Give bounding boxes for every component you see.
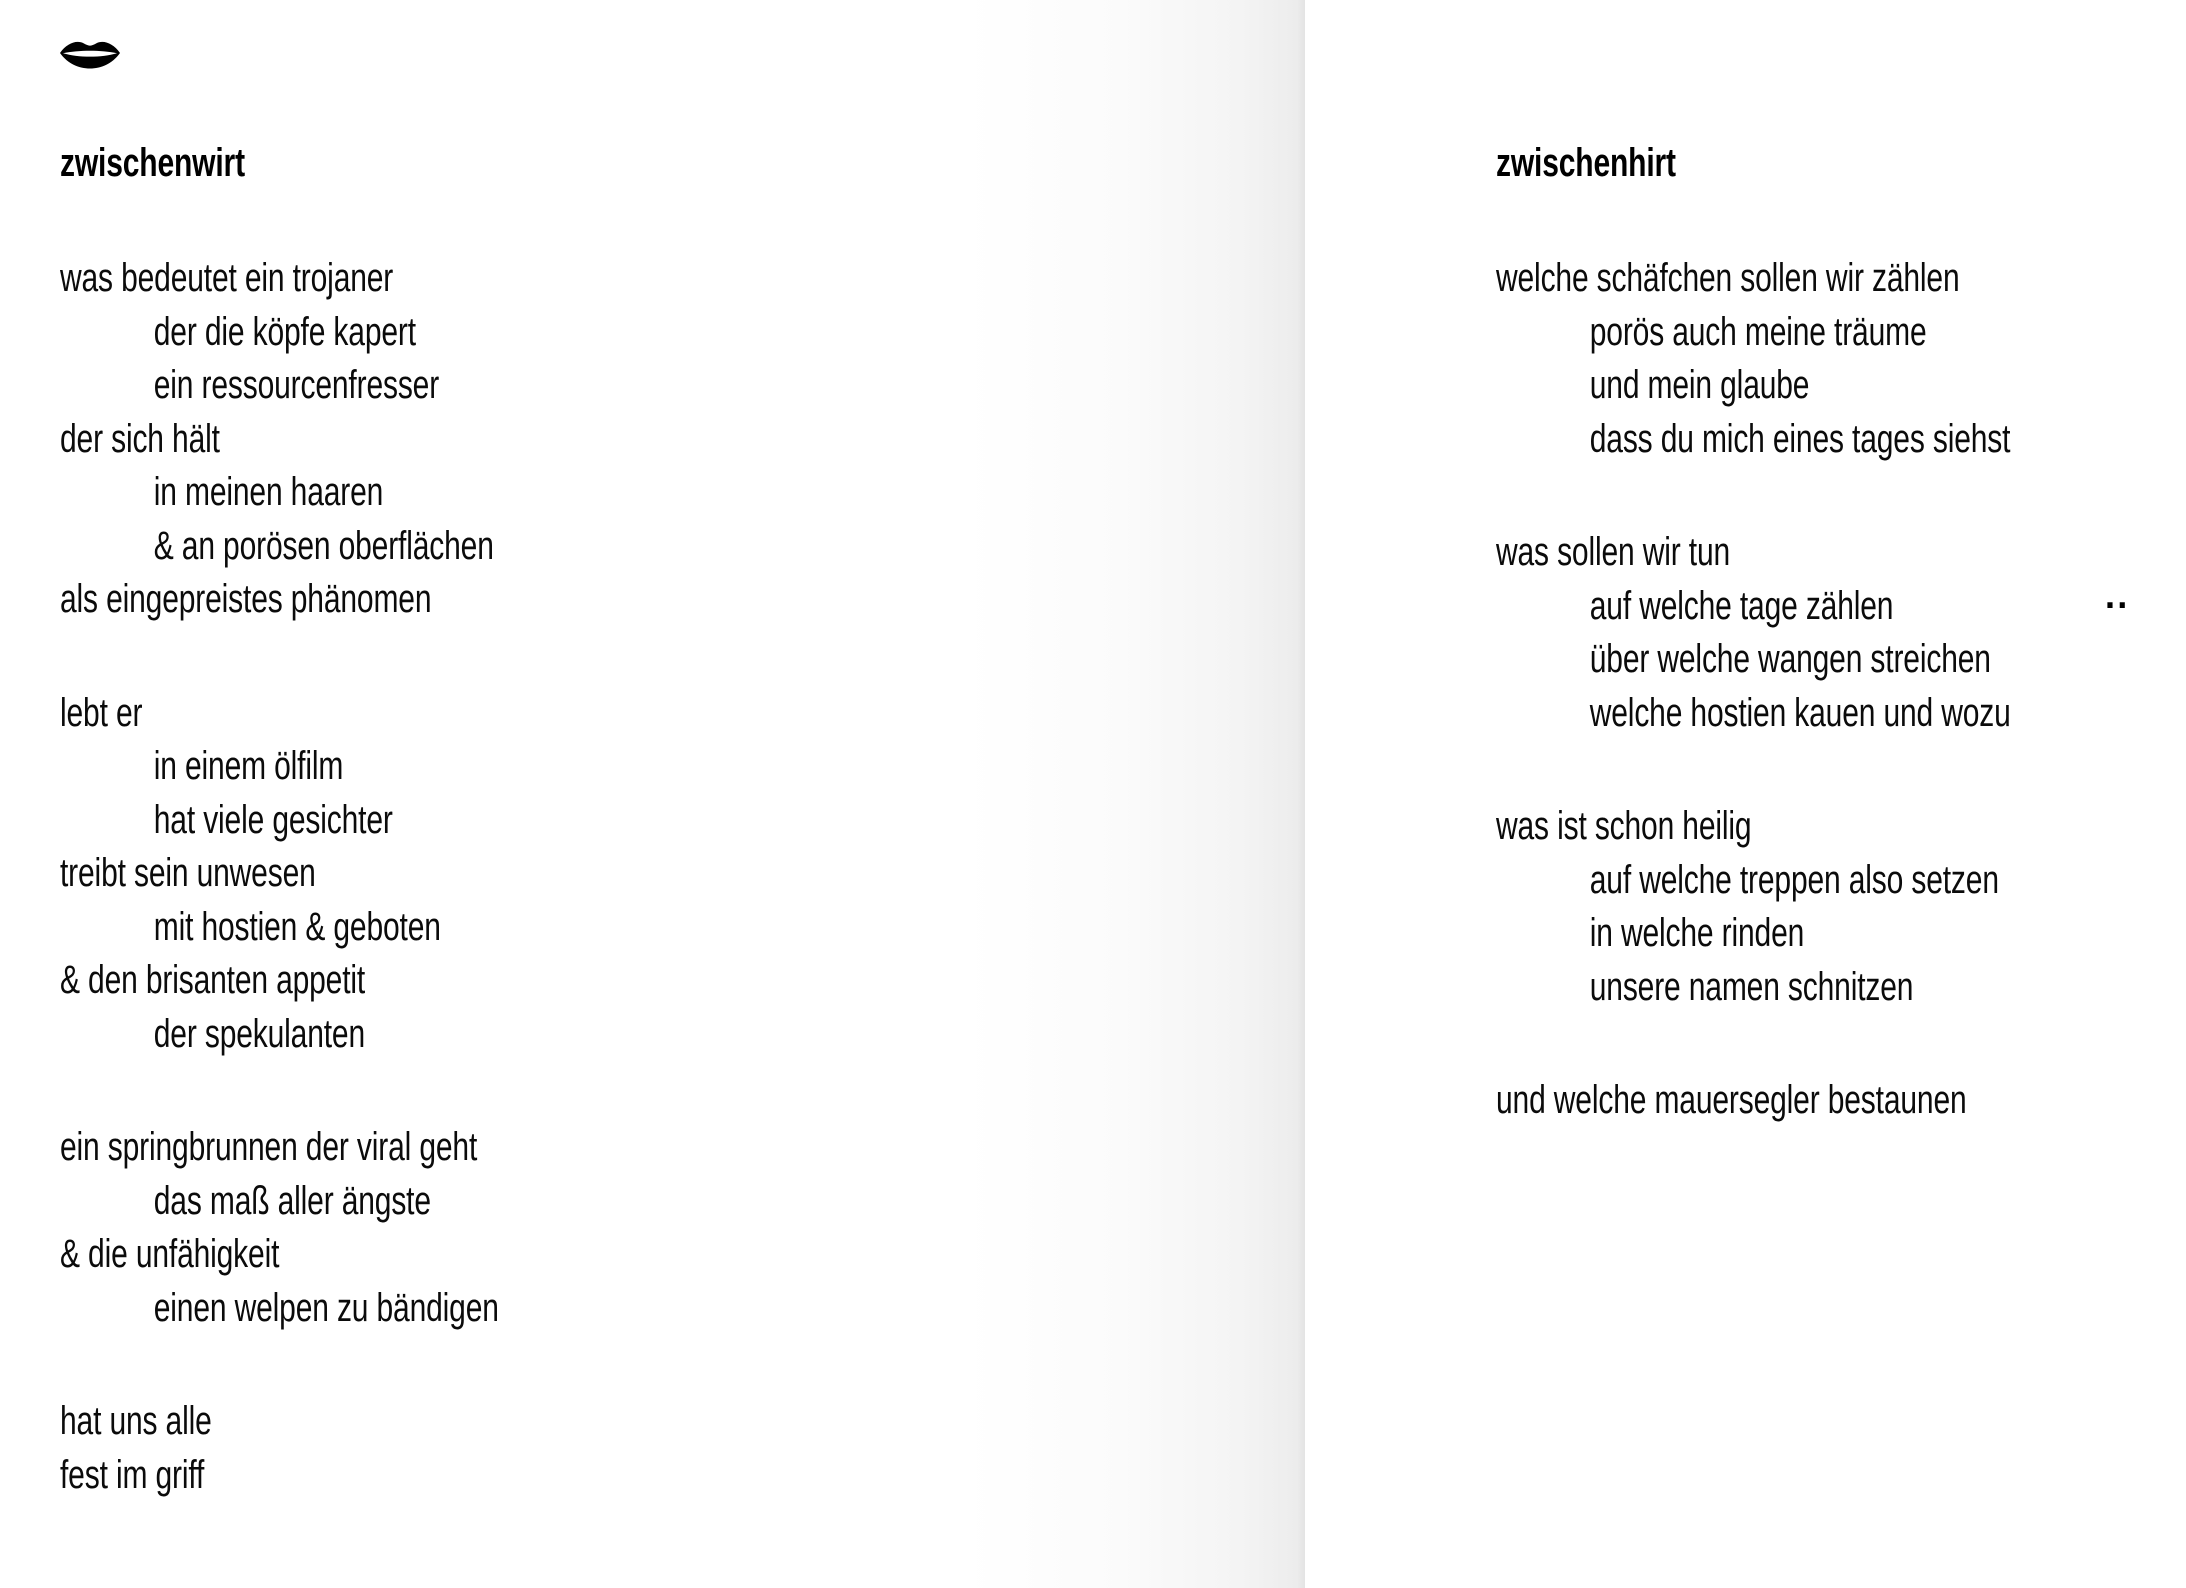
stanza <box>60 687 499 1062</box>
poem-line: fest im griff <box>60 1452 205 1497</box>
poem-line: mit hostien & geboten <box>153 904 441 949</box>
poem-line: und welche mauersegler bestaunen <box>1496 1078 1967 1122</box>
poem-line: welche hostien kauen und wozu <box>1589 690 2011 735</box>
poem-line: und mein glaube <box>1589 363 1810 407</box>
stanza <box>60 252 499 627</box>
poem-line: in meinen haaren <box>153 470 384 514</box>
poem-line: der sich hält <box>60 416 220 461</box>
poem-line: ein springbrunnen der viral geht <box>60 1125 478 1169</box>
poem-line: & die unfähigkeit <box>60 1232 280 1276</box>
poem-line: auf welche tage zählen <box>1589 583 1894 628</box>
stanza <box>1496 1074 2011 1128</box>
poem-line: der die köpfe kapert <box>153 309 416 354</box>
poem-line: dass du mich eines tages siehst <box>1589 416 2011 461</box>
right-page-text <box>1496 0 2171 1588</box>
poem-zwischenwirt <box>60 252 499 1562</box>
poem-line: der spekulanten <box>153 1011 365 1056</box>
poem-line: unsere namen schnitzen <box>1589 964 1914 1009</box>
poem-line: in einem ölfilm <box>153 744 344 788</box>
stanza <box>1496 526 2011 740</box>
poem-zwischenhirt <box>1496 252 2011 1188</box>
poem-line: was ist schon heilig <box>1496 804 1752 848</box>
poem-line: in welche rinden <box>1589 911 1805 955</box>
poem-title: zwischenhirt <box>1496 141 1676 185</box>
left-page-text <box>60 0 735 1588</box>
poem-line: über welche wangen streichen <box>1589 637 1991 681</box>
poem-line: das maß aller ängste <box>153 1178 431 1223</box>
poem-line: einen welpen zu bändigen <box>153 1285 499 1330</box>
stanza <box>60 1395 499 1502</box>
poem-title: zwischenwirt <box>60 141 245 185</box>
poem-line: & den brisanten appetit <box>60 958 366 1002</box>
poem-line: hat viele gesichter <box>153 797 393 842</box>
poem-line: treibt sein unwesen <box>60 851 316 895</box>
right-page <box>1305 0 2186 1588</box>
poem-line: lebt er <box>60 690 143 735</box>
stanza <box>60 1121 499 1335</box>
poem-line: was sollen wir tun <box>1496 530 1731 574</box>
stanza <box>1496 252 2011 466</box>
stray-umlaut-mark: ¨ <box>2106 588 2129 660</box>
poem-line: porös auch meine träume <box>1589 309 1927 354</box>
poem-line: welche schäfchen sollen wir zählen <box>1496 256 1960 300</box>
poem-line: & an porösen oberflächen <box>153 523 494 568</box>
stanza <box>1496 800 2011 1014</box>
poem-line: als eingepreistes phänomen <box>60 577 432 621</box>
poem-line: hat uns alle <box>60 1399 212 1443</box>
poem-line: was bedeutet ein trojaner <box>60 256 394 300</box>
poem-line: ein ressourcenfresser <box>153 363 440 407</box>
poem-line: auf welche treppen also setzen <box>1589 857 1999 902</box>
